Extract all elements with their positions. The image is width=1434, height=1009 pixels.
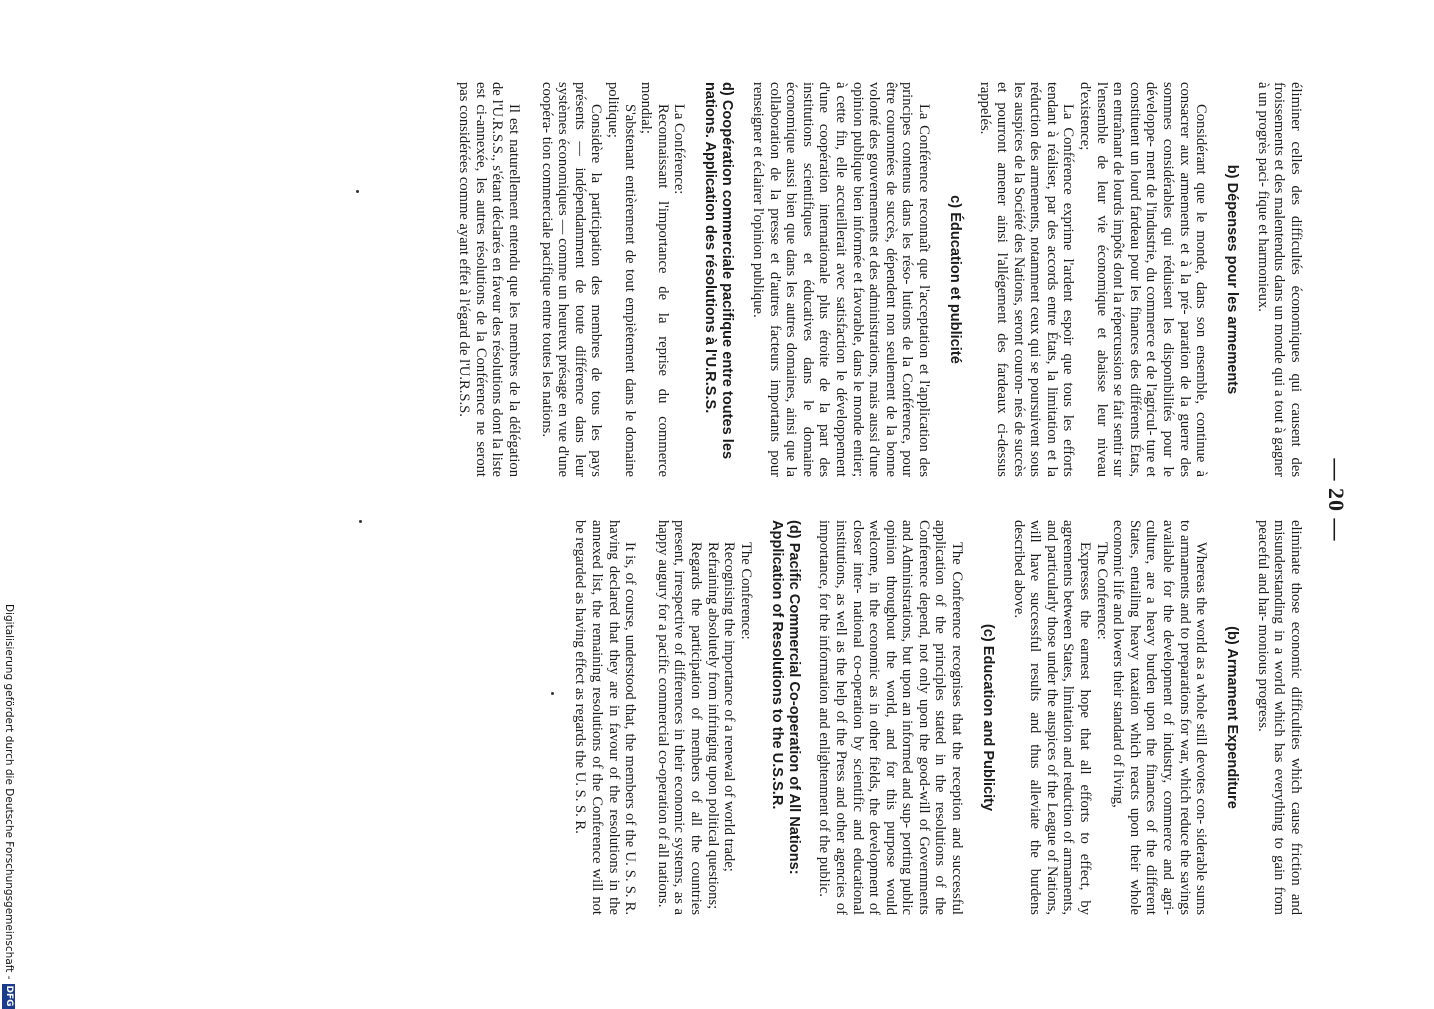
french-armaments-p1: Considérant que le monde, dans son ensemble, continue à consacrer aux armements et à la pré- paration de la guerre des sommes considérables qui réduisent les disponibilités pour le développe- ment de l'industrie, du commerce et de l'agricul- ture et constituent un lourd fardeau pour les finances des différents États, en entraînant de lourds impôts dont la répercussion se fait sentir sur l'ensemble de leur vie économique et abaisse leur niveau d'existence; <box>1077 82 1210 477</box>
dfg-logo: DFG <box>4 985 15 1007</box>
french-column <box>456 82 1304 477</box>
english-coop-l1: The Conference: <box>737 542 754 640</box>
credit-text: Digitalisierung gefördert durch die Deutsche Forschungsgemeinschaft - <box>3 604 15 980</box>
english-armament-p1: Whereas the world as a whole still devotes con- siderable sums to armaments and to preparations for war, which reduce the savings available for the development of industry, commerce and agri- culture, are a heavy burden upon the finances of the different States, entailing heavy taxation which reacts upon their whole economic life and lowers their standard of living, <box>1110 520 1210 915</box>
english-coop-p2: It is, of course, understood that, the members of the U. S. S. R. having declared that they are in favour of the resolutions in the annexed list, the remaining resolutions of the Conference will not be regarded as having effect as regards the U. S. S. R. <box>572 520 639 915</box>
french-coop-p2: Il est naturellement entendu que les membres de la délégation de l'U.R.S.S., s'étant déclarés en faveur des résolutions dont la liste est ci-annexée, les autres résolutions de la Conférence ne seront pas considérées comme ayant effet à l'égard de l'U.R.S.S. <box>456 82 523 477</box>
french-heading-education: c) Éducation et publicité <box>946 195 963 364</box>
french-coop-l4: Considère la participation des membres de tous les pays présents — indépendamment de toute différence dans leur systèmes économiques — comme un heureux présage en vue d'une coopéra- tion commerciale pacifique entre toutes les nations. <box>538 82 605 477</box>
english-armament-l2: Expresses the earnest hope that all efforts to effect, by agreements between States, limitation and reduction of armaments, and particularly those under the auspices of the League of Nations, will have successful results and thus alleviate the burdens described above. <box>1010 520 1094 915</box>
page-number: — 20 — <box>1324 458 1349 542</box>
french-education-p1: La Conférence reconnaît que l'acceptation et l'application des principes contenus dans les réso- lutions de la Conférence, pour être couronnées de succès, dépendent non seulement de la bonne volonté des gouvernements et des administrations, mais aussi d'une opinion publique bien informée et favorable, dans le monde entier; à cette fin, elle accueillerait avec satisfaction le développement d'une coopération internationale plus étroite de la part des institutions scientifiques et éducatives dans le domaine économique aussi bien que dans les autres domaines, ainsi que la collaboration de la presse et d'autres facteurs importants pour renseigner et éclairer l'opinion publique. <box>749 82 932 477</box>
english-armament-l1: The Conference: <box>1093 542 1110 640</box>
scan-speck <box>551 692 554 695</box>
french-armaments-p2: La Conférence exprime l'ardent espoir que tous les efforts tendant à réaliser, par des accords entre États, la limitation et la réduction des armements, notamment ceux qui se poursuivent sous les auspices de la Société des Nations, seront couron- nés de succès et pourront amener ainsi l'allégement des fardeaux ci-dessus rappelés. <box>977 82 1077 477</box>
french-coop-l2: Reconnaissant l'importance de la reprise du commerce mondial; <box>638 82 671 477</box>
english-education-p1: The Conference recognises that the reception and successful application of the principles stated in the resolutions of the Conference depend, not only upon the good-will of Governments and Administrations, but upon an informed and sup- porting public opinion throughout the world, and for this purpose would welcome, in the economic as in other fields, the development of closer inter- national co-operation by scientific and educational institutions, as well as the help of the Press and other agencies of importance, for the information and enlightenment of the public. <box>816 520 966 915</box>
english-intro: eliminate those economic difficulties which cause friction and misunderstanding in a world which has everything to gain from peaceful and har- monious progress. <box>1254 520 1304 915</box>
english-coop-l2: Recognising the importance of a renewal of world trade; <box>721 542 738 872</box>
english-coop-l4: Regards the participation of members of all the countries present, irrespective of differences in their economic systems, as a happy augury for a pacific commercial co-operation of all nations. <box>654 520 704 915</box>
scan-speck <box>356 190 359 193</box>
french-coop-l3: S'abstenant entièrement de tout empiètement dans le domaine politique; <box>605 82 638 477</box>
french-coop-l1: La Conférence: <box>671 104 688 195</box>
french-intro: éliminer celles des difficultés économiques qui causent des froissements et des malentendus dans un monde qui a tout à gagner à un progrès paci- fique et harmonieux. <box>1254 82 1304 477</box>
english-heading-education: (c) Education and Publicity <box>980 623 997 812</box>
french-heading-cooperation: d) Coopération commerciale pacifique entre toutes les nations. Application des résolutions à l'U.R.S.S. <box>702 82 736 460</box>
english-heading-cooperation: (d) Pacific Commercial Co-operation of All Nations: Application of Resolutions to the U.S.S.R. <box>768 520 802 875</box>
digitization-credit <box>1 604 17 1007</box>
scan-speck <box>359 520 362 523</box>
english-heading-armament: (b) Armament Expenditure <box>1224 626 1241 809</box>
english-column <box>572 520 1304 915</box>
english-coop-l3: Refraining absolutely from infringing upon political questions; <box>704 542 721 910</box>
french-heading-armaments: b) Dépenses pour les armements <box>1224 164 1241 395</box>
